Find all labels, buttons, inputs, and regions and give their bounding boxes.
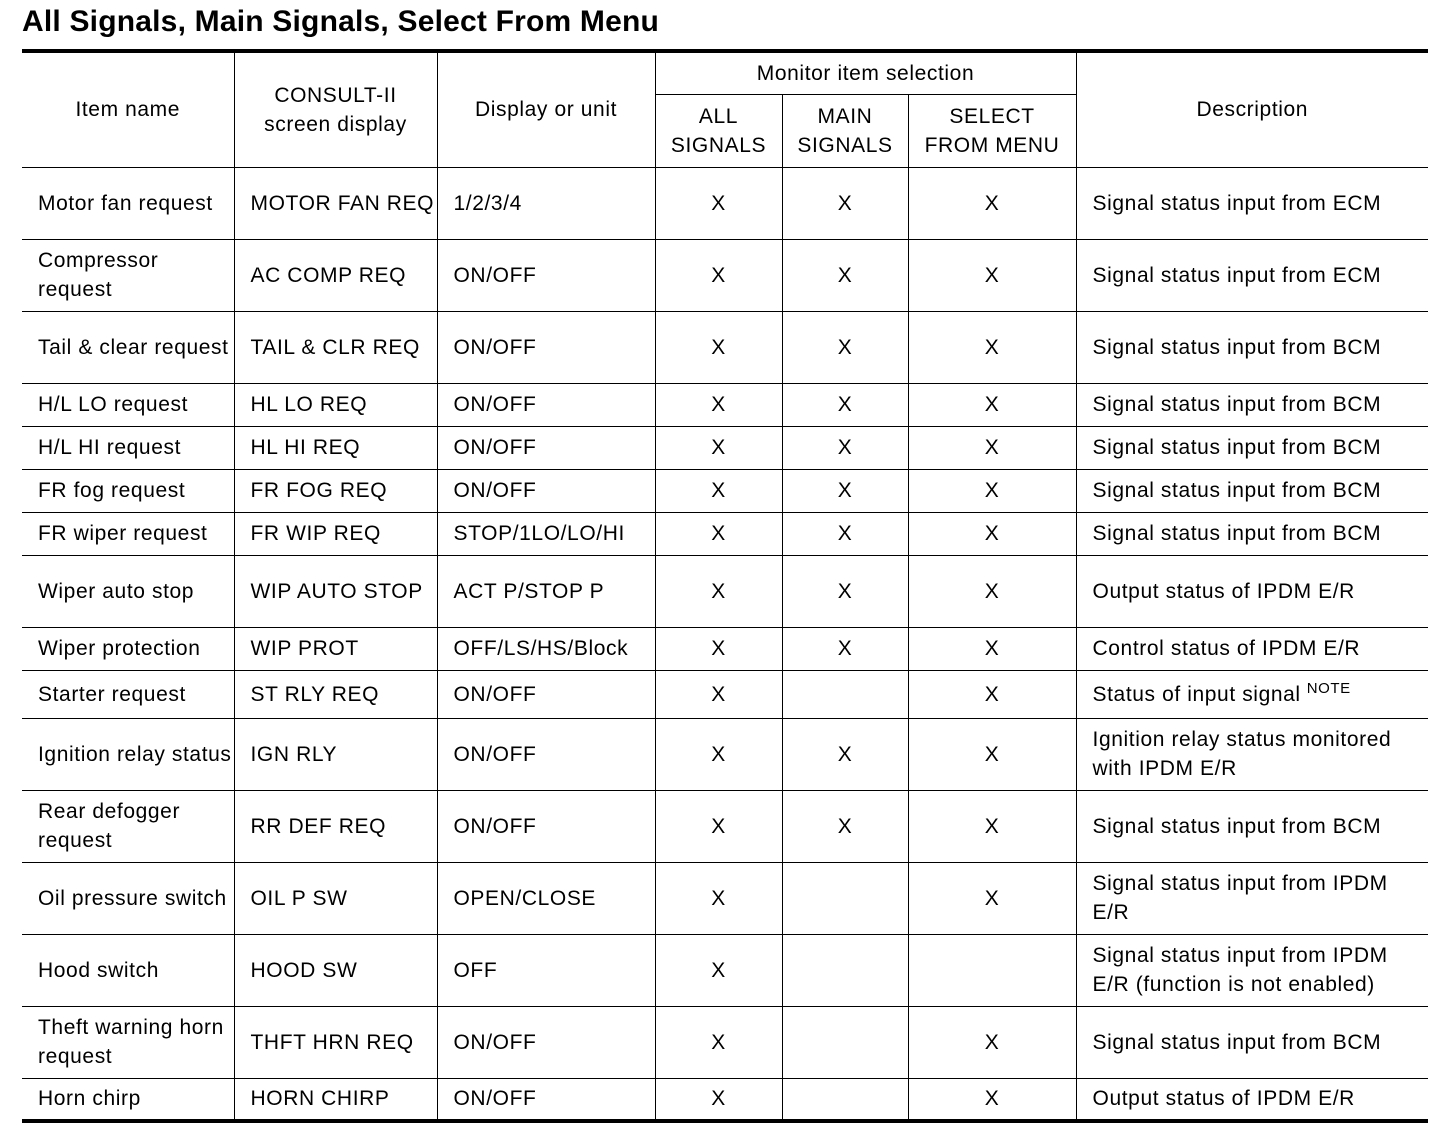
all-signals-cell: X [655,718,782,790]
item-name-cell: Theft warning horn request [22,1006,234,1078]
description-cell: Control status of IPDM E/R [1076,627,1428,670]
item-name-cell: Starter request [22,670,234,718]
unit-cell: STOP/1LO/LO/HI [437,512,655,555]
select-from-menu-cell: X [908,627,1076,670]
all-signals-cell: X [655,469,782,512]
select-from-menu-cell: X [908,862,1076,934]
main-signals-cell: X [782,718,908,790]
unit-cell: OFF/LS/HS/Block [437,627,655,670]
main-signals-cell: X [782,383,908,426]
unit-cell: ON/OFF [437,311,655,383]
screen-display-cell: THFT HRN REQ [234,1006,437,1078]
all-signals-cell: X [655,167,782,239]
main-signals-cell [782,1078,908,1121]
all-signals-cell: X [655,862,782,934]
main-signals-cell: X [782,555,908,627]
main-signals-cell: X [782,239,908,311]
item-name-cell: Hood switch [22,934,234,1006]
description-cell: Ignition relay status monitored with IPDM E/R [1076,718,1428,790]
table-row [22,718,1428,790]
select-from-menu-cell: X [908,383,1076,426]
header-consult-line2: screen display [264,112,407,136]
screen-display-cell: FR FOG REQ [234,469,437,512]
table-row [22,1078,1428,1121]
description-cell: Signal status input from IPDM E/R [1076,862,1428,934]
header-description: Description [1076,51,1428,167]
main-signals-cell [782,862,908,934]
all-signals-cell: X [655,383,782,426]
select-from-menu-cell: X [908,426,1076,469]
item-name-cell: Motor fan request [22,167,234,239]
main-signals-cell: X [782,426,908,469]
all-signals-cell: X [655,670,782,718]
header-main-line1: MAIN [817,104,873,128]
all-signals-cell: X [655,934,782,1006]
select-from-menu-cell: X [908,670,1076,718]
description-cell: Signal status input from BCM [1076,311,1428,383]
header-main-signals [782,94,908,167]
screen-display-cell: WIP AUTO STOP [234,555,437,627]
header-select-line1: SELECT [949,104,1035,128]
screen-display-cell: OIL P SW [234,862,437,934]
unit-cell: ON/OFF [437,790,655,862]
all-signals-cell: X [655,426,782,469]
table-row [22,934,1428,1006]
screen-display-cell: HL LO REQ [234,383,437,426]
all-signals-cell: X [655,627,782,670]
screen-display-cell: TAIL & CLR REQ [234,311,437,383]
signal-table [22,49,1428,1123]
page-title: All Signals, Main Signals, Select From Menu [22,5,660,38]
screen-display-cell: RR DEF REQ [234,790,437,862]
unit-cell: OFF [437,934,655,1006]
select-from-menu-cell: X [908,311,1076,383]
select-from-menu-cell: X [908,167,1076,239]
description-cell: Signal status input from BCM [1076,383,1428,426]
unit-cell: ON/OFF [437,718,655,790]
header-display-unit: Display or unit [437,51,655,167]
description-cell: Output status of IPDM E/R [1076,555,1428,627]
description-text: Status of input signal [1092,682,1301,706]
header-all-signals [655,94,782,167]
item-name-cell: Compressor request [22,239,234,311]
table-row [22,239,1428,311]
unit-cell: OPEN/CLOSE [437,862,655,934]
unit-cell: 1/2/3/4 [437,167,655,239]
description-cell: Signal status input from BCM [1076,512,1428,555]
header-consult-line1: CONSULT-II [274,83,397,107]
header-all-line2: SIGNALS [670,133,767,157]
item-name-cell: Oil pressure switch [22,862,234,934]
select-from-menu-cell: X [908,790,1076,862]
item-name-cell: Ignition relay status [22,718,234,790]
item-name-cell: Rear defogger request [22,790,234,862]
select-from-menu-cell: X [908,555,1076,627]
unit-cell: ON/OFF [437,1006,655,1078]
all-signals-cell: X [655,239,782,311]
table-row [22,426,1428,469]
table-row [22,167,1428,239]
description-cell: Signal status input from BCM [1076,790,1428,862]
header-main-line2: SIGNALS [797,133,893,157]
item-name-cell: H/L LO request [22,383,234,426]
all-signals-cell: X [655,555,782,627]
header-consult-display [234,51,437,167]
table-row [22,512,1428,555]
unit-cell: ACT P/STOP P [437,555,655,627]
all-signals-cell: X [655,1006,782,1078]
description-cell [1076,670,1428,718]
table-row [22,670,1428,718]
table-row [22,1006,1428,1078]
item-name-cell: FR fog request [22,469,234,512]
description-cell: Signal status input from BCM [1076,469,1428,512]
all-signals-cell: X [655,790,782,862]
select-from-menu-cell: X [908,512,1076,555]
table-row [22,311,1428,383]
main-signals-cell [782,670,908,718]
screen-display-cell: HL HI REQ [234,426,437,469]
table-row [22,627,1428,670]
select-from-menu-cell: X [908,469,1076,512]
description-cell: Signal status input from ECM [1076,239,1428,311]
note-superscript: NOTE [1306,679,1351,697]
unit-cell: ON/OFF [437,426,655,469]
screen-display-cell: AC COMP REQ [234,239,437,311]
header-select-from-menu [908,94,1076,167]
screen-display-cell: HORN CHIRP [234,1078,437,1121]
description-cell: Signal status input from BCM [1076,1006,1428,1078]
main-signals-cell: X [782,469,908,512]
table-row [22,469,1428,512]
unit-cell: ON/OFF [437,1078,655,1121]
table-row [22,790,1428,862]
select-from-menu-cell [908,934,1076,1006]
select-from-menu-cell: X [908,239,1076,311]
screen-display-cell: FR WIP REQ [234,512,437,555]
main-signals-cell [782,934,908,1006]
main-signals-cell: X [782,512,908,555]
description-cell: Signal status input from ECM [1076,167,1428,239]
header-select-line2: FROM MENU [924,133,1060,157]
main-signals-cell: X [782,627,908,670]
screen-display-cell: MOTOR FAN REQ [234,167,437,239]
item-name-cell: FR wiper request [22,512,234,555]
table-row [22,383,1428,426]
item-name-cell: Wiper auto stop [22,555,234,627]
description-cell: Output status of IPDM E/R [1076,1078,1428,1121]
main-signals-cell: X [782,167,908,239]
screen-display-cell: ST RLY REQ [234,670,437,718]
header-all-line1: ALL [698,104,739,128]
all-signals-cell: X [655,311,782,383]
table-row [22,555,1428,627]
all-signals-cell: X [655,512,782,555]
item-name-cell: Horn chirp [22,1078,234,1121]
unit-cell: ON/OFF [437,670,655,718]
select-from-menu-cell: X [908,1006,1076,1078]
item-name-cell: Wiper protection [22,627,234,670]
main-signals-cell: X [782,790,908,862]
main-signals-cell [782,1006,908,1078]
header-monitor-item-selection: Monitor item selection [655,51,1076,94]
unit-cell: ON/OFF [437,239,655,311]
select-from-menu-cell: X [908,1078,1076,1121]
description-cell: Signal status input from BCM [1076,426,1428,469]
unit-cell: ON/OFF [437,469,655,512]
table-row [22,862,1428,934]
select-from-menu-cell: X [908,718,1076,790]
description-cell: Signal status input from IPDM E/R (function is not enabled) [1076,934,1428,1006]
screen-display-cell: IGN RLY [234,718,437,790]
screen-display-cell: HOOD SW [234,934,437,1006]
all-signals-cell: X [655,1078,782,1121]
item-name-cell: H/L HI request [22,426,234,469]
item-name-cell: Tail & clear request [22,311,234,383]
main-signals-cell: X [782,311,908,383]
unit-cell: ON/OFF [437,383,655,426]
header-item-name: Item name [22,51,234,167]
screen-display-cell: WIP PROT [234,627,437,670]
